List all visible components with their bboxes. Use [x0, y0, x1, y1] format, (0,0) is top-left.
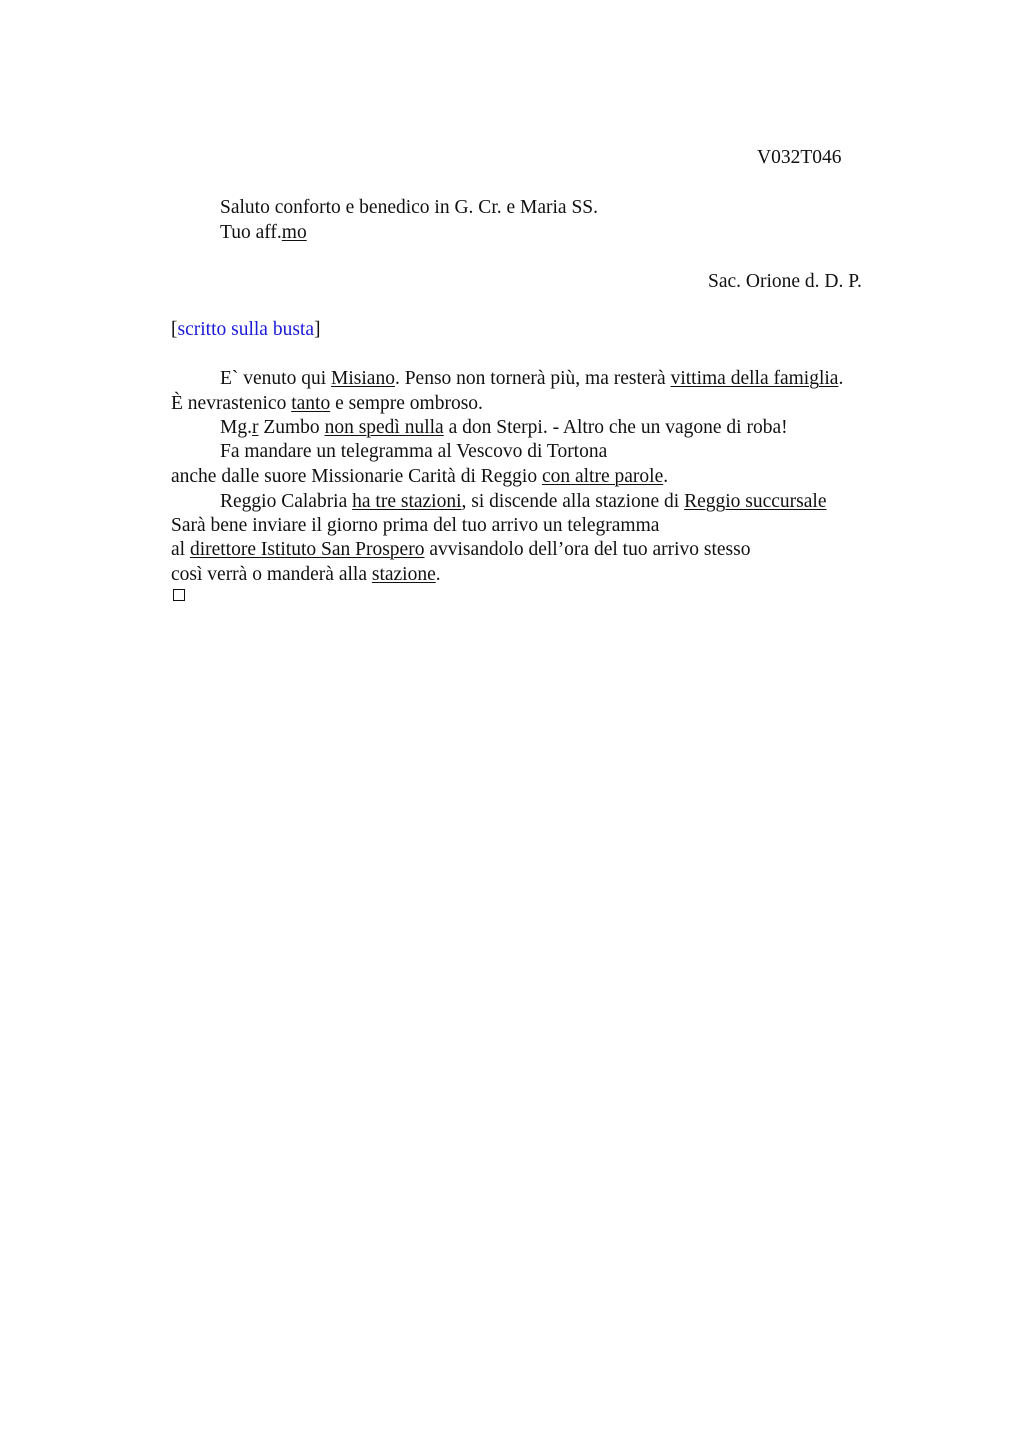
closing-line: Tuo aff.mo — [220, 222, 307, 243]
document-id: V032T046 — [757, 147, 842, 168]
signature: Sac. Orione d. D. P. — [708, 271, 862, 292]
paragraph-4-line-2: Sarà bene inviare il giorno prima del tuo arrivo un telegramma — [171, 515, 660, 536]
paragraph-4-line-3: al direttore Istituto San Prospero avvisandolo dell’ora del tuo arrivo stesso — [171, 539, 751, 560]
end-square-icon — [173, 589, 185, 601]
paragraph-4: Reggio Calabria ha tre stazioni, si discende alla stazione di Reggio succursale — [220, 491, 827, 512]
paragraph-2: Mg.r Zumbo non spedì nulla a don Sterpi. - Altro che un vagone di roba! — [220, 417, 788, 438]
envelope-note: [scritto sulla busta] — [171, 319, 321, 340]
paragraph-4-line-4: così verrà o manderà alla stazione. — [171, 564, 441, 585]
paragraph-3: Fa mandare un telegramma al Vescovo di Tortona — [220, 441, 608, 462]
paragraph-3-continued: anche dalle suore Missionarie Carità di Reggio con altre parole. — [171, 466, 669, 487]
greeting-line: Saluto conforto e benedico in G. Cr. e Maria SS. — [220, 197, 599, 218]
paragraph-1: E` venuto qui Misiano. Penso non tornerà più, ma resterà vittima della famiglia. — [220, 368, 844, 389]
envelope-note-label: scritto sulla busta — [177, 319, 314, 340]
paragraph-1-continued: È nevrastenico tanto e sempre ombroso. — [171, 393, 483, 414]
